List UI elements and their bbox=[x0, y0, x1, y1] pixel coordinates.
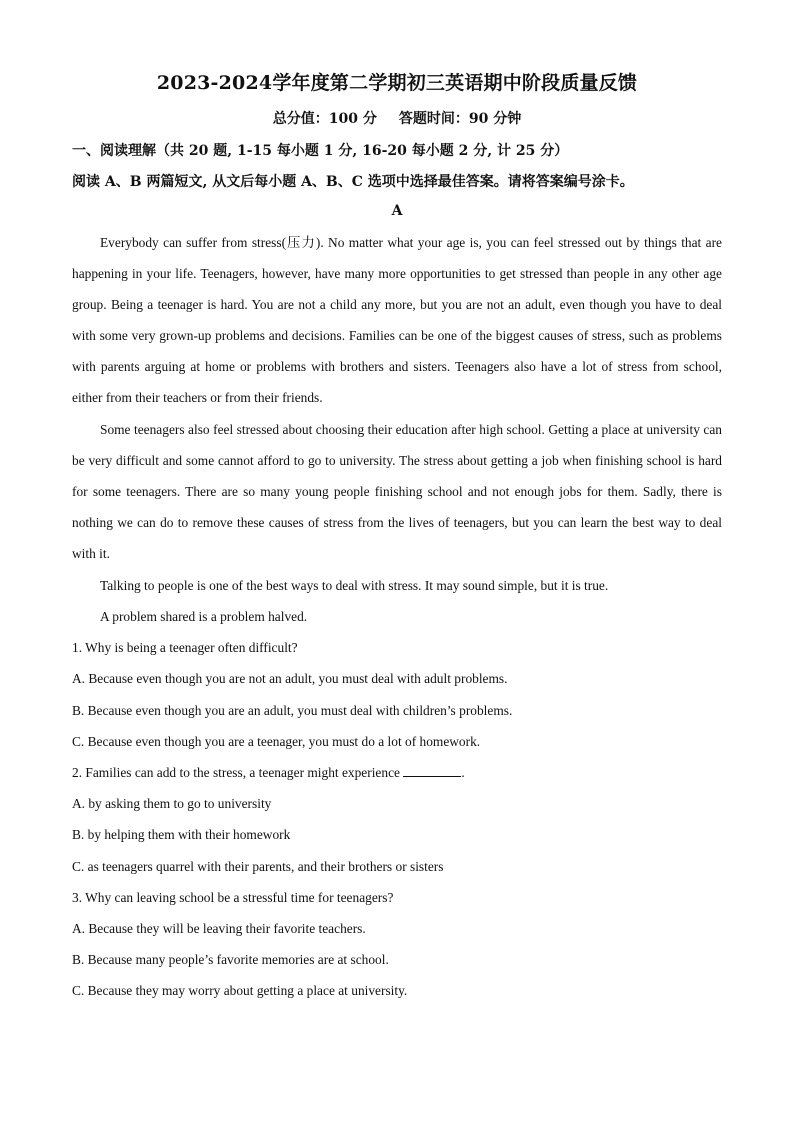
question-2-option-b: B. by helping them with their homework bbox=[72, 827, 291, 842]
question-3-option-c: C. Because they may worry about getting a place at university. bbox=[72, 983, 408, 998]
question-1-stem: 1. Why is being a teenager often difficult? bbox=[72, 640, 298, 655]
question-2-option-c: C. as teenagers quarrel with their parents, and their brothers or sisters bbox=[72, 859, 444, 874]
question-1-option-c: C. Because even though you are a teenager, you must do a lot of homework. bbox=[72, 734, 481, 749]
passage-paragraph-2: Some teenagers also feel stressed about choosing their education after high school. Getting a place at university can be very difficult and some cannot afford to go to university. The stress about getting a job when finishing school is hard for some teenagers. There are so many young people finishing school and not enough jobs for them. Sadly, there is nothing we can do to remove these causes of stress from the lives of teenagers, but you can learn the best way to deal with it. bbox=[72, 422, 722, 561]
passage-paragraph-1: Everybody can suffer from stress(压力). No matter what your age is, you can feel stressed out by things that are happening in your life. Teenagers, however, have many more opportunities to get stressed than people in any other age group. Being a teenager is hard. You are not a child any more, but you are not an adult, even though you have to deal with some very grown-up problems and decisions. Families can be one of the biggest causes of stress, such as problems with parents arguing at home or problems with brothers and sisters. Teenagers also have a lot of stress from school, either from their teachers or from their friends. bbox=[72, 235, 722, 405]
question-3-option-b: B. Because many people’s favorite memories are at school. bbox=[72, 952, 389, 967]
question-2-stem-end: . bbox=[461, 765, 465, 780]
question-2-option-a: A. by asking them to go to university bbox=[72, 796, 272, 811]
question-2-stem bbox=[72, 763, 732, 783]
section-instruction: 阅读 A、B 两篇短文, 从文后每小题 A、B、C 选项中选择最佳答案。请将答案编号涂卡。 bbox=[72, 174, 634, 190]
answer-blank bbox=[403, 764, 461, 777]
passage-label: A bbox=[391, 203, 403, 219]
question-3-option-a: A. Because they will be leaving their favorite teachers. bbox=[72, 921, 366, 936]
question-1-option-b: B. Because even though you are an adult, you must deal with children’s problems. bbox=[72, 703, 513, 718]
question-1-option-a: A. Because even though you are not an adult, you must deal with adult problems. bbox=[72, 671, 508, 686]
exam-info bbox=[0, 108, 794, 128]
passage-paragraph-4: A problem shared is a problem halved. bbox=[100, 609, 308, 624]
question-3-stem: 3. Why can leaving school be a stressful time for teenagers? bbox=[72, 890, 394, 905]
answer-time: 答题时间：90 分钟 bbox=[398, 111, 522, 127]
exam-title: 2023-2024学年度第二学期初三英语期中阶段质量反馈 bbox=[156, 72, 638, 94]
section-heading: 一、阅读理解（共 20 题, 1-15 每小题 1 分, 16-20 每小题 2 分, 计 25 分） bbox=[72, 143, 569, 159]
passage-paragraph-3: Talking to people is one of the best ways to deal with stress. It may sound simple, but it is true. bbox=[100, 578, 609, 593]
question-2-stem-text: 2. Families can add to the stress, a teenager might experience bbox=[72, 765, 404, 780]
total-score: 总分值：100 分 bbox=[272, 111, 377, 127]
